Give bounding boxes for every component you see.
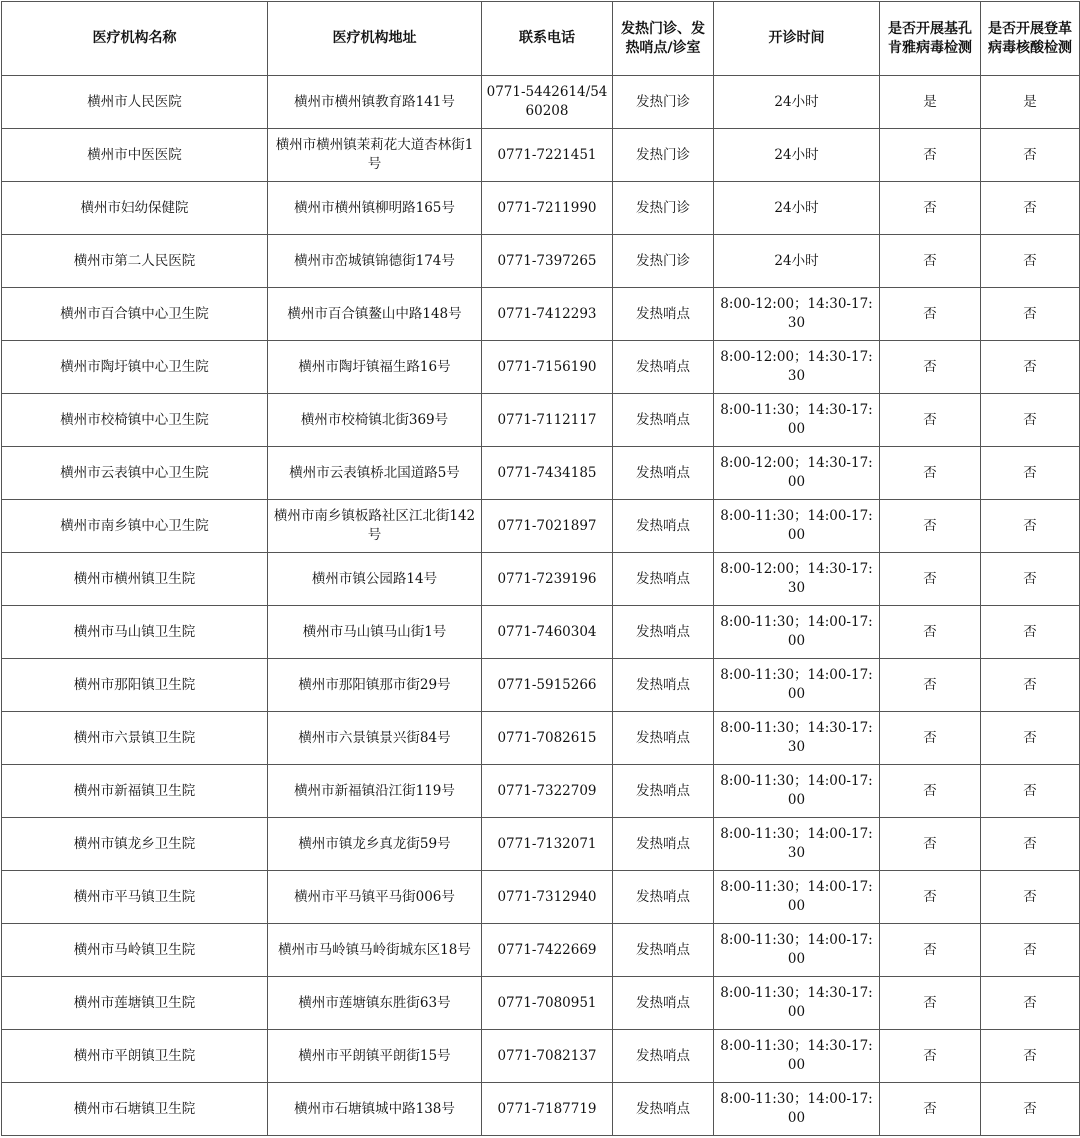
cell-phone: 0771-7082137 xyxy=(482,1030,613,1083)
cell-chikungunya: 否 xyxy=(880,500,981,553)
cell-address: 横州市马山镇马山街1号 xyxy=(268,606,482,659)
cell-fever-type: 发热哨点 xyxy=(613,606,714,659)
cell-hours: 8:00-11:30；14:00-17:00 xyxy=(714,500,880,553)
cell-hours: 8:00-12:00；14:30-17:00 xyxy=(714,447,880,500)
cell-address: 横州市陶圩镇福生路16号 xyxy=(268,341,482,394)
cell-phone: 0771-5915266 xyxy=(482,659,613,712)
cell-dengue: 否 xyxy=(981,447,1080,500)
cell-phone: 0771-7080951 xyxy=(482,977,613,1030)
cell-name: 横州市横州镇卫生院 xyxy=(2,553,268,606)
cell-phone: 0771-7239196 xyxy=(482,553,613,606)
cell-chikungunya: 否 xyxy=(880,977,981,1030)
table-row xyxy=(2,235,1080,288)
cell-name: 横州市百合镇中心卫生院 xyxy=(2,288,268,341)
cell-name: 横州市镇龙乡卫生院 xyxy=(2,818,268,871)
cell-fever-type: 发热哨点 xyxy=(613,341,714,394)
header-fever-type: 发热门诊、发热哨点/诊室 xyxy=(613,2,714,76)
cell-phone: 0771-7434185 xyxy=(482,447,613,500)
table-row xyxy=(2,288,1080,341)
cell-phone: 0771-7187719 xyxy=(482,1083,613,1136)
cell-address: 横州市峦城镇锦德街174号 xyxy=(268,235,482,288)
cell-chikungunya: 否 xyxy=(880,1083,981,1136)
cell-hours: 8:00-11:30；14:00-17:00 xyxy=(714,606,880,659)
cell-fever-type: 发热门诊 xyxy=(613,235,714,288)
cell-phone: 0771-7021897 xyxy=(482,500,613,553)
cell-fever-type: 发热门诊 xyxy=(613,182,714,235)
table-row xyxy=(2,500,1080,553)
cell-fever-type: 发热哨点 xyxy=(613,1030,714,1083)
cell-fever-type: 发热哨点 xyxy=(613,1083,714,1136)
cell-fever-type: 发热哨点 xyxy=(613,500,714,553)
cell-name: 横州市南乡镇中心卫生院 xyxy=(2,500,268,553)
cell-hours: 8:00-11:30；14:30-17:00 xyxy=(714,1030,880,1083)
cell-dengue: 否 xyxy=(981,129,1080,182)
cell-fever-type: 发热哨点 xyxy=(613,447,714,500)
table-row xyxy=(2,765,1080,818)
cell-hours: 8:00-11:30；14:30-17:00 xyxy=(714,977,880,1030)
cell-address: 横州市南乡镇板路社区江北街142号 xyxy=(268,500,482,553)
cell-name: 横州市陶圩镇中心卫生院 xyxy=(2,341,268,394)
cell-dengue: 否 xyxy=(981,871,1080,924)
cell-fever-type: 发热哨点 xyxy=(613,712,714,765)
cell-dengue: 否 xyxy=(981,394,1080,447)
cell-phone: 0771-7460304 xyxy=(482,606,613,659)
cell-hours: 24小时 xyxy=(714,76,880,129)
cell-fever-type: 发热哨点 xyxy=(613,977,714,1030)
table-row xyxy=(2,977,1080,1030)
cell-fever-type: 发热哨点 xyxy=(613,553,714,606)
cell-address: 横州市横州镇茉莉花大道杏林街1号 xyxy=(268,129,482,182)
cell-dengue: 否 xyxy=(981,182,1080,235)
cell-fever-type: 发热门诊 xyxy=(613,129,714,182)
cell-address: 横州市平马镇平马街006号 xyxy=(268,871,482,924)
cell-address: 横州市平朗镇平朗街15号 xyxy=(268,1030,482,1083)
header-row xyxy=(2,2,1080,76)
cell-chikungunya: 否 xyxy=(880,553,981,606)
cell-name: 横州市人民医院 xyxy=(2,76,268,129)
cell-name: 横州市新福镇卫生院 xyxy=(2,765,268,818)
cell-fever-type: 发热哨点 xyxy=(613,394,714,447)
cell-dengue: 否 xyxy=(981,235,1080,288)
cell-hours: 8:00-11:30；14:00-17:00 xyxy=(714,871,880,924)
cell-chikungunya: 否 xyxy=(880,818,981,871)
cell-hours: 24小时 xyxy=(714,235,880,288)
cell-address: 横州市马岭镇马岭街城东区18号 xyxy=(268,924,482,977)
cell-address: 横州市镇龙乡真龙街59号 xyxy=(268,818,482,871)
cell-chikungunya: 否 xyxy=(880,606,981,659)
cell-hours: 8:00-11:30；14:00-17:00 xyxy=(714,1083,880,1136)
cell-phone: 0771-7132071 xyxy=(482,818,613,871)
cell-chikungunya: 否 xyxy=(880,182,981,235)
cell-address: 横州市六景镇景兴街84号 xyxy=(268,712,482,765)
cell-hours: 8:00-11:30；14:30-17:00 xyxy=(714,394,880,447)
cell-address: 横州市那阳镇那市街29号 xyxy=(268,659,482,712)
cell-chikungunya: 否 xyxy=(880,712,981,765)
medical-institutions-table xyxy=(1,1,1080,1136)
cell-hours: 8:00-12:00；14:30-17:30 xyxy=(714,288,880,341)
cell-chikungunya: 否 xyxy=(880,394,981,447)
cell-phone: 0771-7322709 xyxy=(482,765,613,818)
table-row xyxy=(2,712,1080,765)
cell-chikungunya: 否 xyxy=(880,924,981,977)
cell-name: 横州市中医医院 xyxy=(2,129,268,182)
cell-hours: 24小时 xyxy=(714,129,880,182)
cell-dengue: 否 xyxy=(981,659,1080,712)
cell-address: 横州市横州镇教育路141号 xyxy=(268,76,482,129)
cell-hours: 8:00-12:00；14:30-17:30 xyxy=(714,341,880,394)
cell-name: 横州市莲塘镇卫生院 xyxy=(2,977,268,1030)
cell-phone: 0771-7412293 xyxy=(482,288,613,341)
cell-address: 横州市百合镇鳌山中路148号 xyxy=(268,288,482,341)
cell-phone: 0771-7422669 xyxy=(482,924,613,977)
cell-phone: 0771-7112117 xyxy=(482,394,613,447)
cell-chikungunya: 否 xyxy=(880,765,981,818)
cell-name: 横州市平朗镇卫生院 xyxy=(2,1030,268,1083)
table-row xyxy=(2,606,1080,659)
cell-dengue: 否 xyxy=(981,924,1080,977)
cell-name: 横州市马岭镇卫生院 xyxy=(2,924,268,977)
header-name: 医疗机构名称 xyxy=(2,2,268,76)
table-row xyxy=(2,447,1080,500)
cell-chikungunya: 否 xyxy=(880,341,981,394)
table-row xyxy=(2,659,1080,712)
cell-name: 横州市六景镇卫生院 xyxy=(2,712,268,765)
cell-dengue: 否 xyxy=(981,500,1080,553)
table-row xyxy=(2,76,1080,129)
cell-hours: 8:00-11:30；14:00-17:30 xyxy=(714,818,880,871)
header-chikungunya-test: 是否开展基孔肯雅病毒检测 xyxy=(880,2,981,76)
cell-phone: 0771-7211990 xyxy=(482,182,613,235)
cell-name: 横州市妇幼保健院 xyxy=(2,182,268,235)
cell-fever-type: 发热哨点 xyxy=(613,818,714,871)
table-row xyxy=(2,871,1080,924)
cell-chikungunya: 否 xyxy=(880,288,981,341)
cell-dengue: 否 xyxy=(981,818,1080,871)
cell-address: 横州市新福镇沿江街119号 xyxy=(268,765,482,818)
cell-name: 横州市平马镇卫生院 xyxy=(2,871,268,924)
cell-fever-type: 发热门诊 xyxy=(613,76,714,129)
cell-dengue: 是 xyxy=(981,76,1080,129)
table-row xyxy=(2,1083,1080,1136)
cell-fever-type: 发热哨点 xyxy=(613,924,714,977)
cell-fever-type: 发热哨点 xyxy=(613,765,714,818)
cell-dengue: 否 xyxy=(981,606,1080,659)
cell-hours: 24小时 xyxy=(714,182,880,235)
cell-phone: 0771-7156190 xyxy=(482,341,613,394)
cell-hours: 8:00-11:30；14:00-17:00 xyxy=(714,924,880,977)
cell-name: 横州市第二人民医院 xyxy=(2,235,268,288)
cell-dengue: 否 xyxy=(981,553,1080,606)
cell-phone: 0771-7082615 xyxy=(482,712,613,765)
table-row xyxy=(2,553,1080,606)
cell-address: 横州市校椅镇北街369号 xyxy=(268,394,482,447)
cell-address: 横州市石塘镇城中路138号 xyxy=(268,1083,482,1136)
cell-hours: 8:00-11:30；14:00-17:00 xyxy=(714,659,880,712)
table-row xyxy=(2,129,1080,182)
table-row xyxy=(2,341,1080,394)
cell-dengue: 否 xyxy=(981,341,1080,394)
table-row xyxy=(2,924,1080,977)
header-address: 医疗机构地址 xyxy=(268,2,482,76)
cell-dengue: 否 xyxy=(981,712,1080,765)
cell-chikungunya: 否 xyxy=(880,447,981,500)
cell-chikungunya: 否 xyxy=(880,659,981,712)
table-row xyxy=(2,818,1080,871)
cell-hours: 8:00-11:30；14:00-17:00 xyxy=(714,765,880,818)
cell-chikungunya: 是 xyxy=(880,76,981,129)
cell-fever-type: 发热哨点 xyxy=(613,288,714,341)
cell-hours: 8:00-12:00；14:30-17:30 xyxy=(714,553,880,606)
cell-name: 横州市马山镇卫生院 xyxy=(2,606,268,659)
cell-chikungunya: 否 xyxy=(880,235,981,288)
table-row xyxy=(2,182,1080,235)
cell-name: 横州市那阳镇卫生院 xyxy=(2,659,268,712)
cell-phone: 0771-7221451 xyxy=(482,129,613,182)
cell-dengue: 否 xyxy=(981,1083,1080,1136)
cell-name: 横州市云表镇中心卫生院 xyxy=(2,447,268,500)
cell-dengue: 否 xyxy=(981,977,1080,1030)
cell-dengue: 否 xyxy=(981,1030,1080,1083)
header-hours: 开诊时间 xyxy=(714,2,880,76)
header-phone: 联系电话 xyxy=(482,2,613,76)
cell-name: 横州市石塘镇卫生院 xyxy=(2,1083,268,1136)
cell-phone: 0771-7397265 xyxy=(482,235,613,288)
cell-dengue: 否 xyxy=(981,288,1080,341)
cell-address: 横州市横州镇柳明路165号 xyxy=(268,182,482,235)
cell-name: 横州市校椅镇中心卫生院 xyxy=(2,394,268,447)
table-row xyxy=(2,1030,1080,1083)
cell-chikungunya: 否 xyxy=(880,1030,981,1083)
cell-address: 横州市莲塘镇东胜街63号 xyxy=(268,977,482,1030)
cell-address: 横州市云表镇桥北国道路5号 xyxy=(268,447,482,500)
cell-phone: 0771-7312940 xyxy=(482,871,613,924)
cell-fever-type: 发热哨点 xyxy=(613,659,714,712)
cell-address: 横州市镇公园路14号 xyxy=(268,553,482,606)
cell-fever-type: 发热哨点 xyxy=(613,871,714,924)
table-row xyxy=(2,394,1080,447)
cell-dengue: 否 xyxy=(981,765,1080,818)
cell-hours: 8:00-11:30；14:30-17:30 xyxy=(714,712,880,765)
cell-chikungunya: 否 xyxy=(880,129,981,182)
cell-phone: 0771-5442614/5460208 xyxy=(482,76,613,129)
header-dengue-test: 是否开展登革病毒核酸检测 xyxy=(981,2,1080,76)
cell-chikungunya: 否 xyxy=(880,871,981,924)
